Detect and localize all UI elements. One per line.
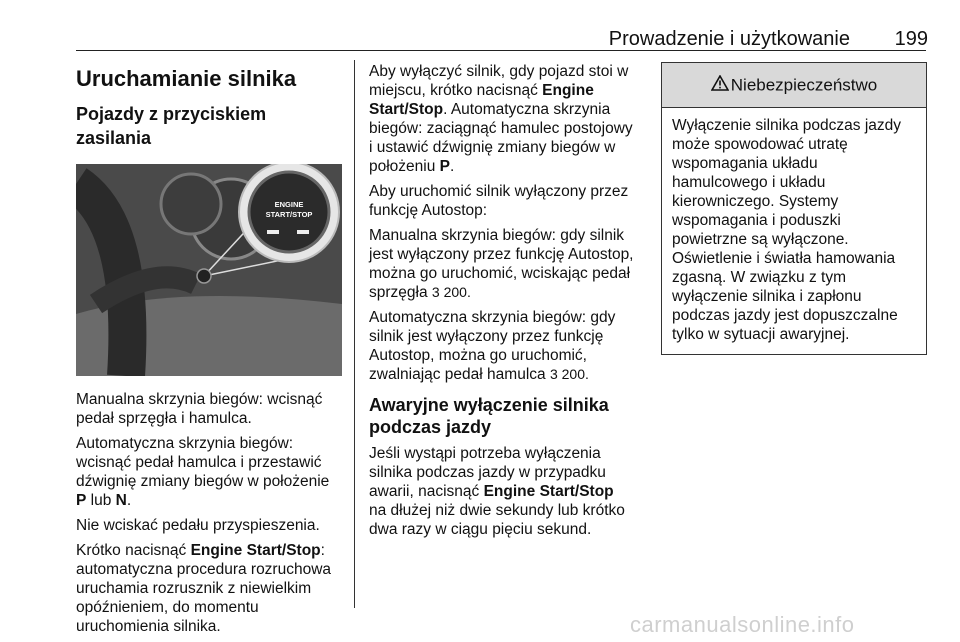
paragraph-press-button: [76, 541, 342, 636]
punctuation: .: [450, 158, 455, 175]
section-title: Uruchamianie silnika: [76, 66, 297, 91]
subsection-title-emergency: Awaryjne wyłączenie silnika podczas jazdy: [369, 395, 609, 437]
column-3: [661, 62, 926, 355]
engine-start-stop-label: Engine Start/Stop: [483, 483, 614, 500]
engine-button-figure: [76, 164, 342, 376]
engine-start-stop-label: Engine Start/Stop: [190, 542, 321, 559]
page-reference: 3 200.: [549, 366, 589, 382]
danger-box-body: Wyłączenie silnika podczas jazdy może spowodować utratę wspomagania układu hamulcowego i układu kierowniczego. Systemy wspomagania i poduszki powietrzne są wyłączone. Oświetlenie i światła hamowania zgasną. W związku z tym wyłączenie silnika i zapłonu podczas jazdy jest dopuszczalne tylko w sytuacji awaryjnej.: [672, 117, 902, 343]
column-divider: [354, 60, 355, 608]
danger-box-title: Niebezpieczeństwo: [730, 75, 878, 95]
column-2: [369, 62, 635, 545]
paragraph-stop-engine: [369, 62, 635, 176]
gear-n: N: [115, 492, 127, 509]
gear-p: P: [439, 158, 451, 175]
punctuation: .: [126, 492, 132, 509]
paragraph-text: na dłużej niż dwie sekundy lub krótko dwa razy w ciągu pięciu sekund.: [369, 502, 625, 538]
paragraph-emergency-shutdown: [369, 444, 635, 539]
paragraph-automatic-start: [76, 434, 342, 510]
paragraph-manual-start: Manualna skrzynia biegów: wcisnąć pedał sprzęgła i hamulca.: [76, 391, 323, 427]
page-number: 199: [894, 28, 928, 50]
paragraph-text: Manualna skrzynia biegów: gdy silnik jest wyłączony przez funkcję Autostop, można go uruchomić, wciskając pedał sprzęgła: [369, 227, 634, 301]
paragraph-text: Aby wyłączyć silnik, gdy pojazd stoi w miejscu, krótko nacisnąć: [369, 63, 629, 99]
paragraph-text: Automatyczna skrzynia biegów: wcisnąć pedał hamulca i przestawić dźwignię zmiany biegów w położenie: [76, 435, 330, 490]
paragraph-text: : automatyczna procedura rozruchowa uruchamia rozrusznik z niewielkim opóźnieniem, do momentu uruchomienia silnika.: [76, 542, 332, 635]
column-1: [76, 60, 342, 642]
paragraph-text: Jeśli wystąpi potrzeba wyłączenia silnika podczas jazdy w przypadku awarii, nacisnąć: [369, 445, 606, 500]
paragraph-autostop-manual: [369, 226, 635, 302]
paragraph-text: Automatyczna skrzynia biegów: gdy silnik jest wyłączony przez funkcję Autostop, można go uruchomić, zwalniając pedał hamulca: [369, 309, 616, 383]
engine-start-stop-label: Engine Start/Stop: [369, 82, 594, 118]
page-header-title: Prowadzenie i użytkowanie: [608, 28, 850, 50]
engine-button-label-1: ENGINE: [274, 200, 304, 209]
dashboard-illustration: [76, 164, 342, 376]
danger-box: [661, 62, 927, 355]
page-reference: 3 200.: [431, 284, 471, 300]
gear-p: P: [76, 492, 87, 509]
warning-triangle-icon: [711, 64, 729, 108]
paragraph-autostop-automatic: [369, 308, 635, 384]
danger-box-header: [662, 63, 926, 108]
watermark: carmanualsonline.info: [630, 612, 855, 637]
paragraph-text: Krótko nacisnąć: [76, 542, 187, 559]
paragraph-autostop-intro: Aby uruchomić silnik wyłączony przez funkcję Autostop:: [369, 183, 629, 219]
subsection-title: Pojazdy z przyciskiem zasilania: [76, 104, 267, 148]
header-rule: [76, 50, 926, 51]
word-lub: lub: [90, 492, 112, 509]
paragraph-no-accelerator: Nie wciskać pedału przyspieszenia.: [76, 517, 320, 534]
engine-button-label-2: START/STOP: [265, 210, 313, 219]
paragraph-text: . Automatyczna skrzynia biegów: zaciągnąć hamulec postojowy i ustawić dźwignię zmiany biegów w położeniu: [369, 101, 633, 175]
